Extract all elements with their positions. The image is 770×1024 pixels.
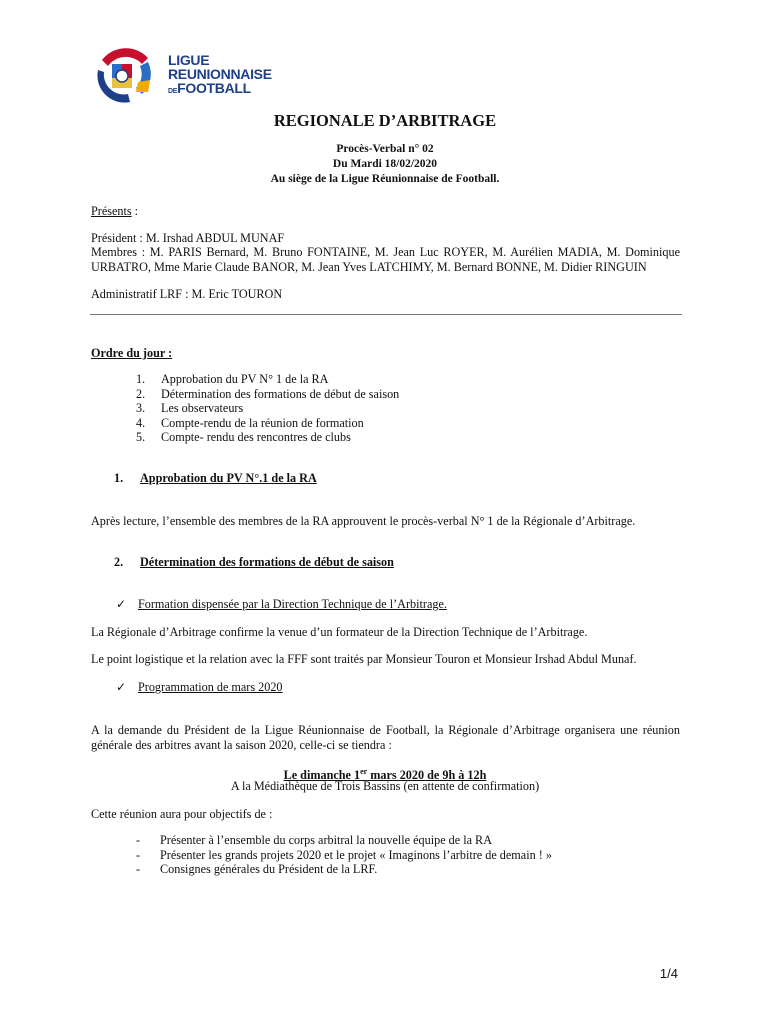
list-item-text: Présenter à l’ensemble du corps arbitral la nouvelle équipe de la RA [160, 833, 492, 847]
presents-label: Présents [91, 204, 132, 218]
separator-rule [90, 314, 682, 315]
section-1-number: 1. [114, 471, 124, 485]
logo-line-1: LIGUE [168, 52, 210, 68]
list-item [136, 833, 552, 848]
section-2-heading [114, 555, 394, 570]
section-1-title: Approbation du PV N°.1 de la RA [140, 471, 317, 485]
page-number: 1/4 [659, 966, 678, 981]
check-icon: ✓ [116, 680, 127, 694]
document-title: REGIONALE D’ARBITRAGE [273, 111, 497, 130]
section-2-paragraph-2: Le point logistique et la relation avec la FFF sont traités par Monsieur Touron et Monsieur Irshad Abdul Munaf. [91, 652, 637, 666]
agenda-item-number: 1. [136, 372, 146, 386]
agenda-item-number: 2. [136, 386, 146, 401]
agenda-list [136, 372, 399, 445]
section-1-heading [114, 471, 317, 486]
agenda-item-number: 4. [136, 415, 146, 430]
presents-heading [91, 204, 138, 219]
agenda-item-text: Détermination des formations de début de saison [161, 386, 400, 401]
event-place: A la Médiathèque de Trois Bassins (en attente de confirmation) [230, 779, 540, 793]
agenda-item-text: Compte- rendu des rencontres de clubs [161, 430, 351, 445]
check-item-formation-text: Formation dispensée par la Direction Technique de l’Arbitrage. [138, 597, 447, 611]
presents-suffix: : [131, 204, 139, 218]
dash-bullet: - [136, 833, 141, 847]
event-date-post: mars 2020 de 9h à 12h [367, 768, 487, 783]
administratif-line: Administratif LRF : M. Eric TOURON [91, 287, 283, 301]
objectifs-intro: Cette réunion aura pour objectifs de : [91, 807, 273, 821]
event-date-pre: Le dimanche 1 [283, 768, 361, 783]
event-date-sup: er [360, 767, 368, 776]
president-line: Président : M. Irshad ABDUL MUNAF [91, 231, 285, 245]
league-emblem-icon [90, 40, 156, 106]
meeting-place: Au siège de la Ligue Réunionnaise de Football. [270, 173, 500, 185]
agenda-item-text: Approbation du PV N° 1 de la RA [161, 372, 329, 386]
ordre-du-jour-heading: Ordre du jour : [91, 346, 173, 360]
section-2-number: 2. [114, 555, 124, 569]
agenda-item [136, 401, 399, 416]
meeting-date: Du Mardi 18/02/2020 [332, 158, 438, 170]
agenda-item [136, 387, 399, 402]
logo-line-3 [168, 82, 251, 98]
membres-paragraph: Membres : M. PARIS Bernard, M. Bruno FONTAINE, M. Jean Luc ROYER, M. Aurélien MADIA, M. Dominique URBATRO, Mme Marie Claude BANOR, M. Jean Yves LATCHIMY, M. Bernard BONNE, M. Didier RINGUIN [91, 245, 680, 274]
section-2-paragraph-1: La Régionale d’Arbitrage confirme la venue d’un formateur de la Direction Technique de l’Arbitrage. [91, 625, 588, 639]
check-item-programmation [116, 680, 283, 695]
agenda-item-number: 5. [136, 430, 146, 445]
list-item [136, 848, 552, 863]
dash-bullet: - [136, 847, 141, 862]
agenda-item [136, 430, 399, 445]
section-2-paragraph-3: A la demande du Président de la Ligue Réunionnaise de Football, la Régionale d’Arbitrage organisera une réunion générale des arbitres avant la saison 2020, celle-ci se tiendra : [91, 723, 680, 752]
dash-bullet: - [136, 862, 141, 877]
agenda-item [136, 416, 399, 431]
check-item-programmation-text: Programmation de mars 2020 [138, 680, 283, 694]
agenda-item-text: Les observateurs [161, 401, 244, 416]
section-1-body: Après lecture, l’ensemble des membres de la RA approuvent le procès-verbal N° 1 de la Régionale d’Arbitrage. [91, 514, 636, 528]
agenda-item-number: 3. [136, 401, 146, 416]
pv-number: Procès-Verbal n° 02 [336, 143, 434, 155]
logo-line-3-main: FOOTBALL [177, 80, 251, 96]
logo-line-3-prefix: DE [168, 88, 178, 95]
section-2-title: Détermination des formations de début de saison [140, 555, 394, 569]
league-logo [90, 40, 272, 106]
check-item-formation [116, 597, 447, 612]
list-item [136, 862, 552, 877]
logo-line-2: REUNIONNAISE [168, 66, 272, 82]
list-item-text: Présenter les grands projets 2020 et le projet « Imaginons l’arbitre de demain ! » [160, 847, 552, 862]
list-item-text: Consignes générales du Président de la LRF. [160, 862, 378, 877]
agenda-item [136, 372, 399, 387]
agenda-item-text: Compte-rendu de la réunion de formation [161, 415, 364, 430]
objectifs-list [136, 833, 552, 877]
check-icon: ✓ [116, 597, 127, 611]
